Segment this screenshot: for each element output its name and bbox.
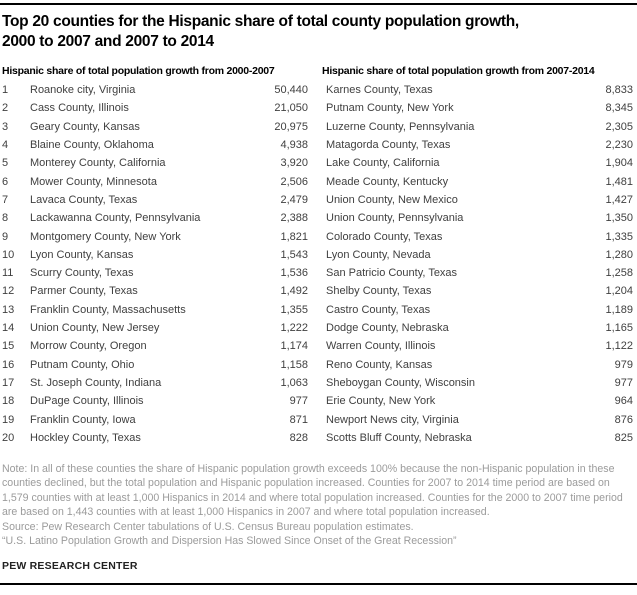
left-value: 977 xyxy=(289,395,308,408)
row-left-block xyxy=(2,212,308,224)
right-value: 8,833 xyxy=(605,84,633,97)
row-left-block xyxy=(2,84,308,96)
row-right-block xyxy=(322,249,633,261)
table-row xyxy=(2,99,635,117)
right-value: 8,345 xyxy=(605,102,633,115)
county-table xyxy=(2,65,635,447)
left-county: Scurry County, Texas xyxy=(30,267,134,280)
figure-footnotes xyxy=(2,462,635,549)
right-value: 876 xyxy=(614,413,633,426)
right-value: 1,481 xyxy=(605,175,633,188)
right-county: Putnam County, New York xyxy=(326,102,454,115)
row-right-block xyxy=(322,157,633,169)
left-county: Cass County, Illinois xyxy=(30,102,129,115)
right-value: 979 xyxy=(614,358,633,371)
right-county: Meade County, Kentucky xyxy=(326,175,449,188)
left-county: Lavaca County, Texas xyxy=(30,193,138,206)
row-rank: 4 xyxy=(2,139,9,152)
row-right-block xyxy=(322,304,633,316)
row-rank: 2 xyxy=(2,102,9,115)
row-left-block xyxy=(2,414,308,426)
left-value: 3,920 xyxy=(280,157,308,170)
left-county: Lyon County, Kansas xyxy=(30,248,134,261)
left-county: Franklin County, Massachusetts xyxy=(30,303,186,316)
row-right-block xyxy=(322,395,633,407)
left-county: DuPage County, Illinois xyxy=(30,395,144,408)
left-value: 871 xyxy=(289,413,308,426)
row-right-block xyxy=(322,322,633,334)
table-row xyxy=(2,337,635,355)
row-right-block xyxy=(322,212,633,224)
figure-title-line1: Top 20 counties for the Hispanic share of total county population growth, xyxy=(2,13,519,30)
row-left-block xyxy=(2,304,308,316)
left-county: St. Joseph County, Indiana xyxy=(30,376,162,389)
left-value: 1,536 xyxy=(280,267,308,280)
left-county: Montgomery County, New York xyxy=(30,230,181,243)
row-left-block xyxy=(2,377,308,389)
row-right-block xyxy=(322,121,633,133)
row-rank: 20 xyxy=(2,431,15,444)
row-rank: 9 xyxy=(2,230,9,243)
row-left-block xyxy=(2,249,308,261)
right-value: 1,335 xyxy=(605,230,633,243)
right-value: 1,122 xyxy=(605,340,633,353)
row-rank: 14 xyxy=(2,322,15,335)
table-row xyxy=(2,429,635,447)
pew-research-center-wordmark: PEW RESEARCH CENTER xyxy=(2,559,138,572)
left-value: 50,440 xyxy=(274,84,308,97)
right-value: 1,258 xyxy=(605,267,633,280)
right-value: 964 xyxy=(614,395,633,408)
figure-title-line2: 2000 to 2007 and 2007 to 2014 xyxy=(2,32,214,50)
table-row xyxy=(2,392,635,410)
row-rank: 18 xyxy=(2,395,15,408)
table-row xyxy=(2,374,635,392)
right-county: Sheboygan County, Wisconsin xyxy=(326,376,475,389)
right-value: 1,165 xyxy=(605,322,633,335)
right-county: Lake County, California xyxy=(326,157,440,170)
column-header-2007-2014: Hispanic share of total population growth from 2007-2014 xyxy=(322,65,595,78)
row-left-block xyxy=(2,139,308,151)
left-county: Roanoke city, Virginia xyxy=(30,84,136,97)
right-value: 1,204 xyxy=(605,285,633,298)
table-row xyxy=(2,118,635,136)
table-row xyxy=(2,173,635,191)
left-value: 20,975 xyxy=(274,120,308,133)
right-value: 1,350 xyxy=(605,212,633,225)
row-rank: 13 xyxy=(2,303,15,316)
right-county: San Patricio County, Texas xyxy=(326,267,458,280)
row-left-block xyxy=(2,432,308,444)
source-text: Source: Pew Research Center tabulations of U.S. Census Bureau population estimates. xyxy=(2,520,414,533)
column-header-2000-2007: Hispanic share of total population growth from 2000-2007 xyxy=(2,65,275,78)
table-header-row xyxy=(2,65,635,77)
row-right-block xyxy=(322,102,633,114)
right-county: Newport News city, Virginia xyxy=(326,413,459,426)
row-right-block xyxy=(322,359,633,371)
row-right-block xyxy=(322,432,633,444)
table-row xyxy=(2,227,635,245)
row-right-block xyxy=(322,377,633,389)
right-value: 825 xyxy=(614,431,633,444)
note-text: Note: In all of these counties the share of Hispanic population growth exceeds 100% because the non-Hispanic population in these counties declined, but the total population and Hispanic population increased. Counties for 2007 to 2014 time period are based on 1,579 counties with at least 1,000 Hispanics in 2014 and where total population increased. Counties for the 2000 to 2007 time period are based on 1,443 counties with at least 1,000 Hispanics in 2007 and where total population increased. xyxy=(2,462,623,519)
left-county: Blaine County, Oklahoma xyxy=(30,139,154,152)
left-county: Geary County, Kansas xyxy=(30,120,140,133)
left-value: 1,492 xyxy=(280,285,308,298)
right-county: Warren County, Illinois xyxy=(326,340,436,353)
left-county: Mower County, Minnesota xyxy=(30,175,157,188)
right-value: 1,904 xyxy=(605,157,633,170)
right-county: Shelby County, Texas xyxy=(326,285,432,298)
row-left-block xyxy=(2,102,308,114)
right-county: Karnes County, Texas xyxy=(326,84,433,97)
right-county: Colorado County, Texas xyxy=(326,230,443,243)
left-county: Morrow County, Oregon xyxy=(30,340,147,353)
report-title-text: “U.S. Latino Population Growth and Dispersion Has Slowed Since Onset of the Great Recession” xyxy=(2,535,457,548)
left-county: Lackawanna County, Pennsylvania xyxy=(30,212,201,225)
bottom-rule xyxy=(0,583,637,585)
table-body xyxy=(2,81,635,447)
row-left-block xyxy=(2,157,308,169)
row-rank: 7 xyxy=(2,193,9,206)
row-rank: 10 xyxy=(2,248,15,261)
row-rank: 6 xyxy=(2,175,9,188)
table-row xyxy=(2,264,635,282)
left-value: 1,063 xyxy=(280,376,308,389)
left-value: 2,388 xyxy=(280,212,308,225)
left-county: Union County, New Jersey xyxy=(30,322,160,335)
table-row xyxy=(2,355,635,373)
table-row xyxy=(2,136,635,154)
left-value: 828 xyxy=(289,431,308,444)
right-value: 1,189 xyxy=(605,303,633,316)
right-county: Luzerne County, Pennsylvania xyxy=(326,120,475,133)
left-value: 1,174 xyxy=(280,340,308,353)
table-row xyxy=(2,319,635,337)
row-right-block xyxy=(322,231,633,243)
column-gap xyxy=(308,65,322,77)
right-county: Lyon County, Nevada xyxy=(326,248,431,261)
row-left-block xyxy=(2,121,308,133)
row-left-block xyxy=(2,194,308,206)
row-rank: 12 xyxy=(2,285,15,298)
row-left-block xyxy=(2,322,308,334)
row-left-block xyxy=(2,285,308,297)
right-county: Dodge County, Nebraska xyxy=(326,322,449,335)
left-county: Putnam County, Ohio xyxy=(30,358,135,371)
left-county: Parmer County, Texas xyxy=(30,285,138,298)
left-value: 2,506 xyxy=(280,175,308,188)
row-rank: 16 xyxy=(2,358,15,371)
row-rank: 19 xyxy=(2,413,15,426)
table-row xyxy=(2,246,635,264)
row-right-block xyxy=(322,176,633,188)
left-value: 2,479 xyxy=(280,193,308,206)
row-right-block xyxy=(322,267,633,279)
row-rank: 3 xyxy=(2,120,9,133)
row-right-block xyxy=(322,139,633,151)
right-county: Scotts Bluff County, Nebraska xyxy=(326,431,472,444)
right-value: 2,305 xyxy=(605,120,633,133)
row-rank: 1 xyxy=(2,84,9,97)
row-left-block xyxy=(2,176,308,188)
right-county: Union County, New Mexico xyxy=(326,193,458,206)
left-value: 1,355 xyxy=(280,303,308,316)
row-rank: 17 xyxy=(2,376,15,389)
row-rank: 8 xyxy=(2,212,9,225)
row-left-block xyxy=(2,395,308,407)
table-row xyxy=(2,191,635,209)
row-rank: 5 xyxy=(2,157,9,170)
row-rank: 11 xyxy=(2,267,14,280)
left-value: 1,821 xyxy=(280,230,308,243)
left-value: 1,222 xyxy=(280,322,308,335)
left-county: Franklin County, Iowa xyxy=(30,413,136,426)
table-row xyxy=(2,81,635,99)
right-county: Union County, Pennsylvania xyxy=(326,212,464,225)
right-value: 1,280 xyxy=(605,248,633,261)
row-rank: 15 xyxy=(2,340,15,353)
right-county: Castro County, Texas xyxy=(326,303,431,316)
row-left-block xyxy=(2,340,308,352)
figure-title xyxy=(2,0,602,51)
left-value: 1,543 xyxy=(280,248,308,261)
row-left-block xyxy=(2,231,308,243)
right-value: 977 xyxy=(614,376,633,389)
table-row xyxy=(2,154,635,172)
table-row xyxy=(2,282,635,300)
row-right-block xyxy=(322,414,633,426)
right-county: Erie County, New York xyxy=(326,395,436,408)
row-left-block xyxy=(2,267,308,279)
right-county: Reno County, Kansas xyxy=(326,358,433,371)
table-row xyxy=(2,209,635,227)
left-county: Hockley County, Texas xyxy=(30,431,141,444)
table-row xyxy=(2,410,635,428)
left-value: 21,050 xyxy=(274,102,308,115)
left-county: Monterey County, California xyxy=(30,157,166,170)
right-value: 1,427 xyxy=(605,193,633,206)
row-right-block xyxy=(322,84,633,96)
row-right-block xyxy=(322,340,633,352)
table-row xyxy=(2,301,635,319)
top-rule xyxy=(0,3,637,5)
left-value: 4,938 xyxy=(280,139,308,152)
right-county: Matagorda County, Texas xyxy=(326,139,451,152)
row-left-block xyxy=(2,359,308,371)
left-value: 1,158 xyxy=(280,358,308,371)
row-right-block xyxy=(322,285,633,297)
right-value: 2,230 xyxy=(605,139,633,152)
row-right-block xyxy=(322,194,633,206)
